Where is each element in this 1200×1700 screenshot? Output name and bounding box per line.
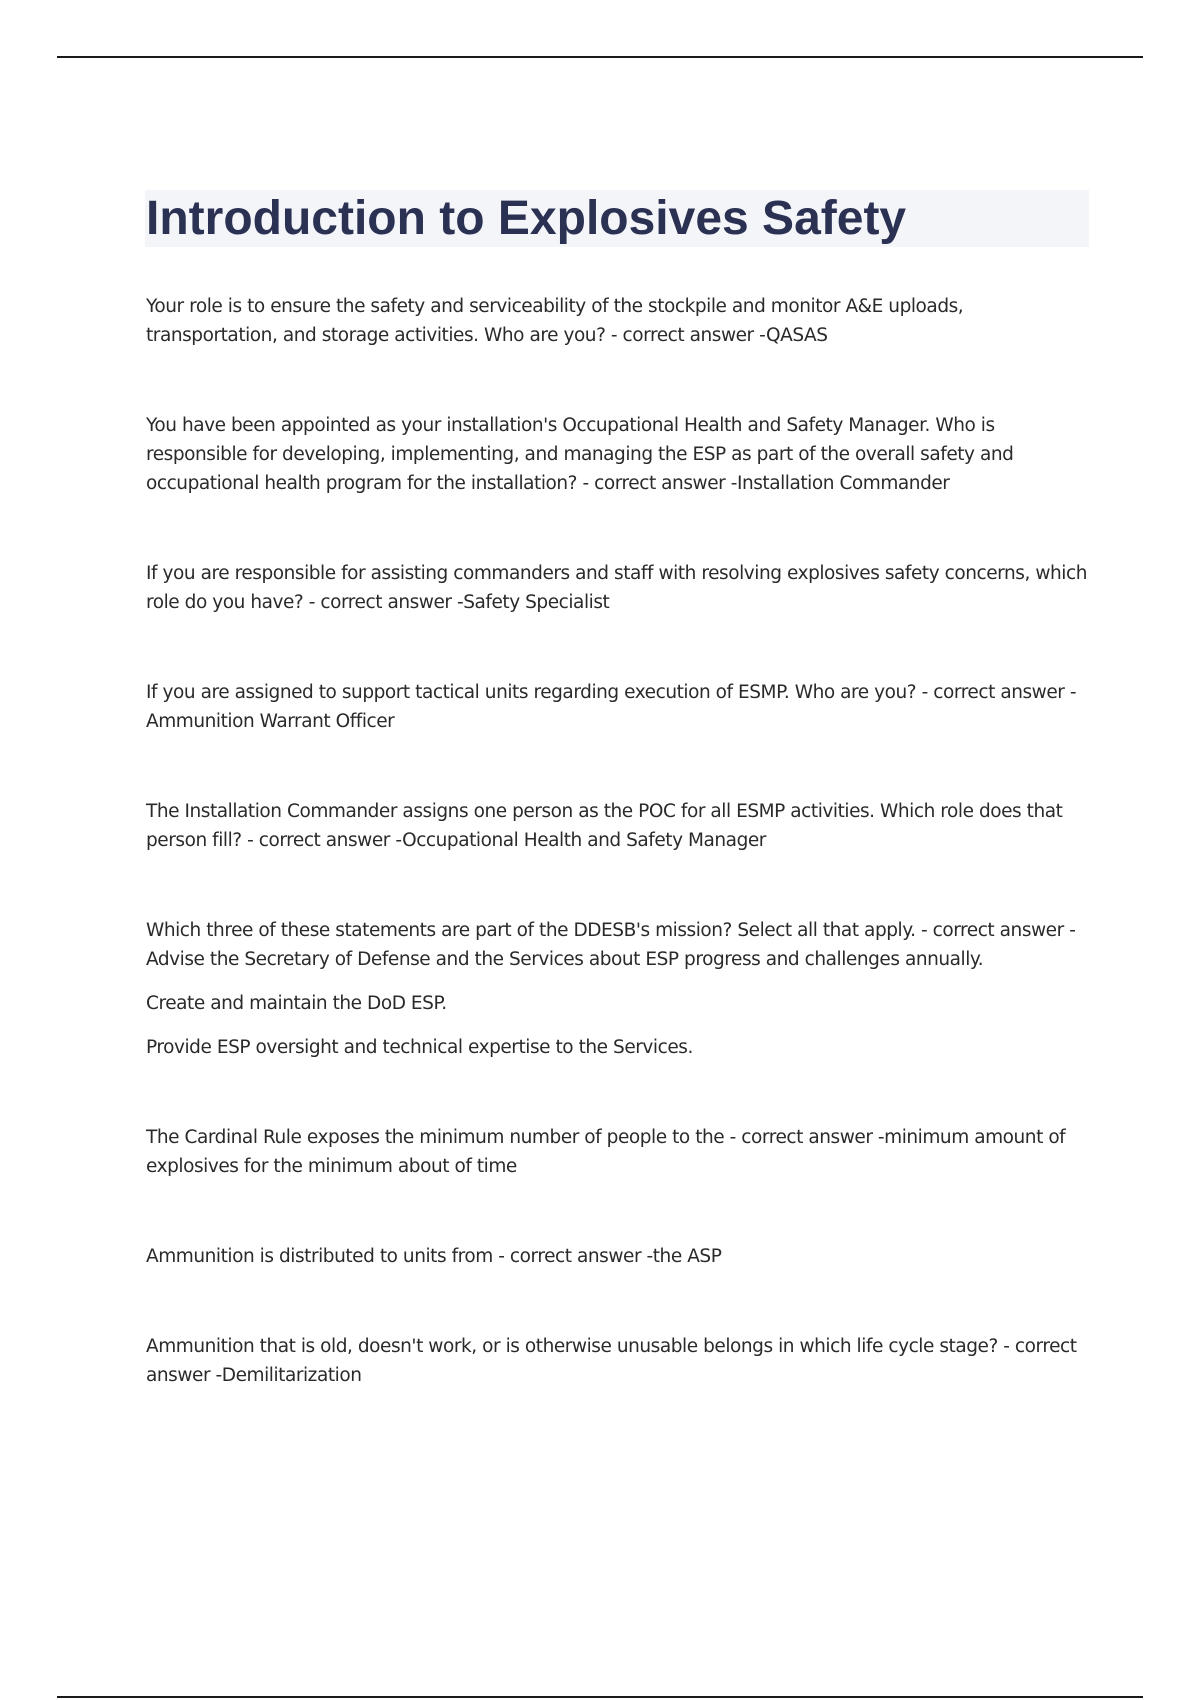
qa-item-7: The Cardinal Rule exposes the minimum number of people to the - correct answer -minimum amount of explosives for the minimum about of time [146, 1127, 1066, 1177]
qa-item-6-answer-2: Create and maintain the DoD ESP. [146, 993, 447, 1014]
top-rule [57, 56, 1143, 58]
qa-item-4: If you are assigned to support tactical units regarding execution of ESMP. Who are you? - correct answer -Ammunition Warrant Officer [146, 682, 1077, 732]
page-title: Introduction to Explosives Safety [146, 192, 907, 245]
qa-item-2: You have been appointed as your installation's Occupational Health and Safety Manager. Who is responsible for developing, implementing, and managing the ESP as part of the overall safety and occupational health program for the installation? - correct answer -Installation Commander [146, 415, 1014, 494]
qa-item-5: The Installation Commander assigns one person as the POC for all ESMP activities. Which role does that person fill? - correct answer -Occupational Health and Safety Manager [146, 801, 1063, 851]
qa-item-3: If you are responsible for assisting commanders and staff with resolving explosives safety concerns, which role do you have? - correct answer -Safety Specialist [146, 563, 1087, 613]
qa-item-9: Ammunition that is old, doesn't work, or is otherwise unusable belongs in which life cycle stage? - correct answer -Demilitarization [146, 1336, 1077, 1386]
qa-list [146, 292, 1091, 1390]
bottom-rule [57, 1696, 1143, 1698]
qa-item-6: Which three of these statements are part of the DDESB's mission? Select all that apply. - correct answer -Advise the Secretary of Defense and the Services about ESP progress and challenges annually. [146, 920, 1076, 970]
qa-item-8: Ammunition is distributed to units from - correct answer -the ASP [146, 1246, 722, 1267]
qa-item-6-answer-3: Provide ESP oversight and technical expertise to the Services. [146, 1037, 693, 1058]
qa-item-1: Your role is to ensure the safety and serviceability of the stockpile and monitor A&E uploads, transportation, and storage activities. Who are you? - correct answer -QASAS [146, 296, 964, 346]
